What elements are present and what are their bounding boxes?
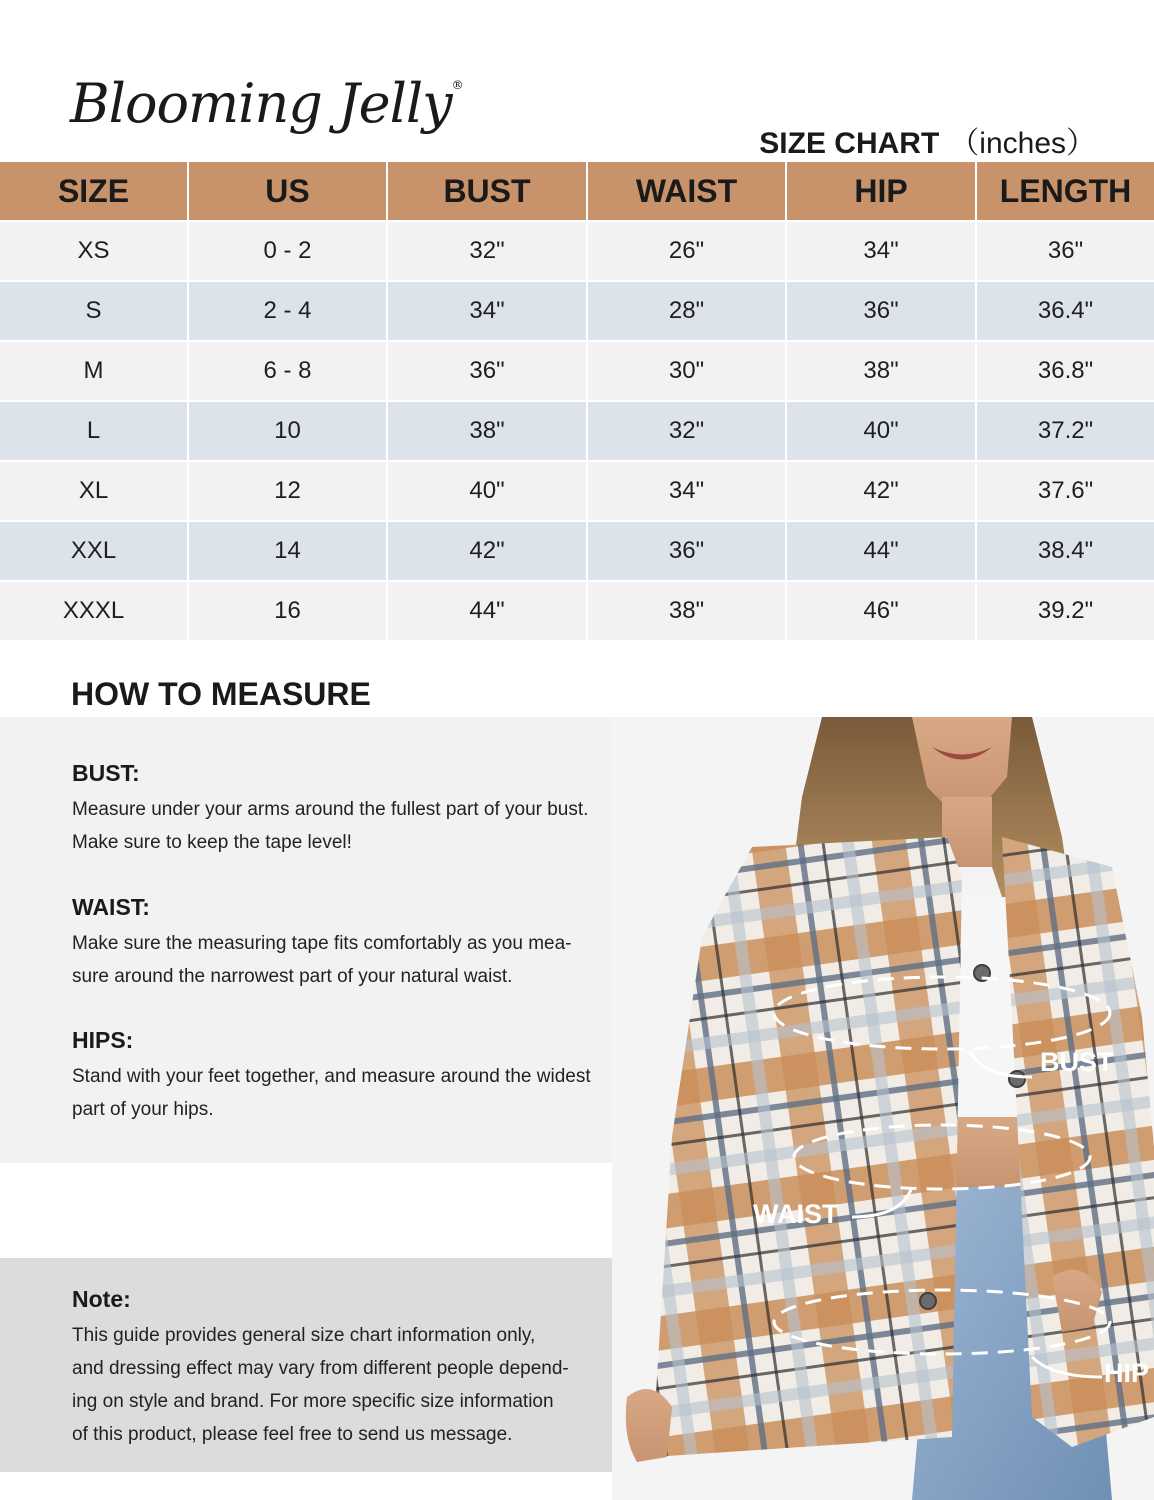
brand-logo bbox=[70, 72, 463, 135]
note-line: and dressing effect may vary from different people depend- bbox=[72, 1358, 569, 1379]
note-line: of this product, please feel free to send us message. bbox=[72, 1424, 513, 1445]
cell-waist: 30" bbox=[587, 341, 786, 401]
table-row bbox=[0, 401, 1154, 461]
cell-hip: 36" bbox=[786, 281, 976, 341]
brand-name: Blooming Jelly bbox=[70, 72, 452, 135]
header-us: US bbox=[188, 162, 387, 221]
cell-size: S bbox=[0, 281, 188, 341]
cell-waist: 38" bbox=[587, 581, 786, 640]
cell-length: 37.2" bbox=[976, 401, 1154, 461]
table-header-row bbox=[0, 162, 1154, 221]
table-row bbox=[0, 221, 1154, 281]
size-table bbox=[0, 162, 1154, 640]
cell-size: L bbox=[0, 401, 188, 461]
cell-us: 6 - 8 bbox=[188, 341, 387, 401]
bust-line: Measure under your arms around the fullest part of your bust. bbox=[72, 799, 589, 820]
cell-hip: 34" bbox=[786, 221, 976, 281]
cell-length: 36" bbox=[976, 221, 1154, 281]
cell-us: 12 bbox=[188, 461, 387, 521]
cell-bust: 40" bbox=[387, 461, 587, 521]
table-row bbox=[0, 521, 1154, 581]
model-photo bbox=[612, 717, 1154, 1500]
cell-size: XXXL bbox=[0, 581, 188, 640]
cell-waist: 32" bbox=[587, 401, 786, 461]
cell-size: M bbox=[0, 341, 188, 401]
header-length: LENGTH bbox=[976, 162, 1154, 221]
hips-line: Stand with your feet together, and measure around the widest bbox=[72, 1066, 591, 1087]
cell-bust: 34" bbox=[387, 281, 587, 341]
cell-us: 2 - 4 bbox=[188, 281, 387, 341]
note-block bbox=[72, 1286, 652, 1451]
note-line: ing on style and brand. For more specific size information bbox=[72, 1391, 554, 1412]
registered-mark: ® bbox=[451, 78, 463, 92]
cell-size: XXL bbox=[0, 521, 188, 581]
cell-hip: 40" bbox=[786, 401, 976, 461]
table-row bbox=[0, 461, 1154, 521]
cell-hip: 46" bbox=[786, 581, 976, 640]
cell-length: 36.4" bbox=[976, 281, 1154, 341]
size-chart-title bbox=[759, 118, 1096, 162]
bust-heading: BUST: bbox=[72, 760, 140, 786]
header-size: SIZE bbox=[0, 162, 188, 221]
bust-line: Make sure to keep the tape level! bbox=[72, 832, 352, 853]
cell-us: 10 bbox=[188, 401, 387, 461]
size-chart-unit: （inches） bbox=[949, 127, 1096, 160]
note-heading: Note: bbox=[72, 1286, 131, 1312]
cell-bust: 32" bbox=[387, 221, 587, 281]
cell-length: 38.4" bbox=[976, 521, 1154, 581]
cell-us: 16 bbox=[188, 581, 387, 640]
cell-hip: 42" bbox=[786, 461, 976, 521]
bust-callout: BUST bbox=[1040, 1047, 1114, 1077]
waist-callout: WAIST bbox=[753, 1199, 839, 1229]
cell-waist: 26" bbox=[587, 221, 786, 281]
cell-waist: 34" bbox=[587, 461, 786, 521]
cell-us: 0 - 2 bbox=[188, 221, 387, 281]
header-bust: BUST bbox=[387, 162, 587, 221]
waist-instructions bbox=[72, 894, 652, 993]
table-row bbox=[0, 581, 1154, 640]
waist-heading: WAIST: bbox=[72, 894, 150, 920]
cell-size: XS bbox=[0, 221, 188, 281]
cell-length: 36.8" bbox=[976, 341, 1154, 401]
cell-length: 37.6" bbox=[976, 461, 1154, 521]
size-chart-label: SIZE CHART bbox=[759, 127, 940, 160]
cell-hip: 38" bbox=[786, 341, 976, 401]
cell-bust: 42" bbox=[387, 521, 587, 581]
note-line: This guide provides general size chart information only, bbox=[72, 1325, 536, 1346]
cell-size: XL bbox=[0, 461, 188, 521]
cell-waist: 28" bbox=[587, 281, 786, 341]
waist-line: sure around the narrowest part of your natural waist. bbox=[72, 966, 513, 987]
cell-bust: 44" bbox=[387, 581, 587, 640]
header-hip: HIP bbox=[786, 162, 976, 221]
hips-line: part of your hips. bbox=[72, 1099, 214, 1120]
cell-hip: 44" bbox=[786, 521, 976, 581]
table-row bbox=[0, 341, 1154, 401]
hips-heading: HIPS: bbox=[72, 1027, 134, 1053]
model-illustration bbox=[612, 717, 1154, 1500]
table-row bbox=[0, 281, 1154, 341]
cell-length: 39.2" bbox=[976, 581, 1154, 640]
hip-callout: HIP bbox=[1104, 1358, 1150, 1388]
header-waist: WAIST bbox=[587, 162, 786, 221]
cell-waist: 36" bbox=[587, 521, 786, 581]
hips-instructions bbox=[72, 1027, 652, 1126]
bust-instructions bbox=[72, 760, 652, 859]
waist-line: Make sure the measuring tape fits comfortably as you mea- bbox=[72, 933, 572, 954]
cell-bust: 38" bbox=[387, 401, 587, 461]
cell-bust: 36" bbox=[387, 341, 587, 401]
cell-us: 14 bbox=[188, 521, 387, 581]
how-to-measure-title: HOW TO MEASURE bbox=[71, 676, 371, 712]
